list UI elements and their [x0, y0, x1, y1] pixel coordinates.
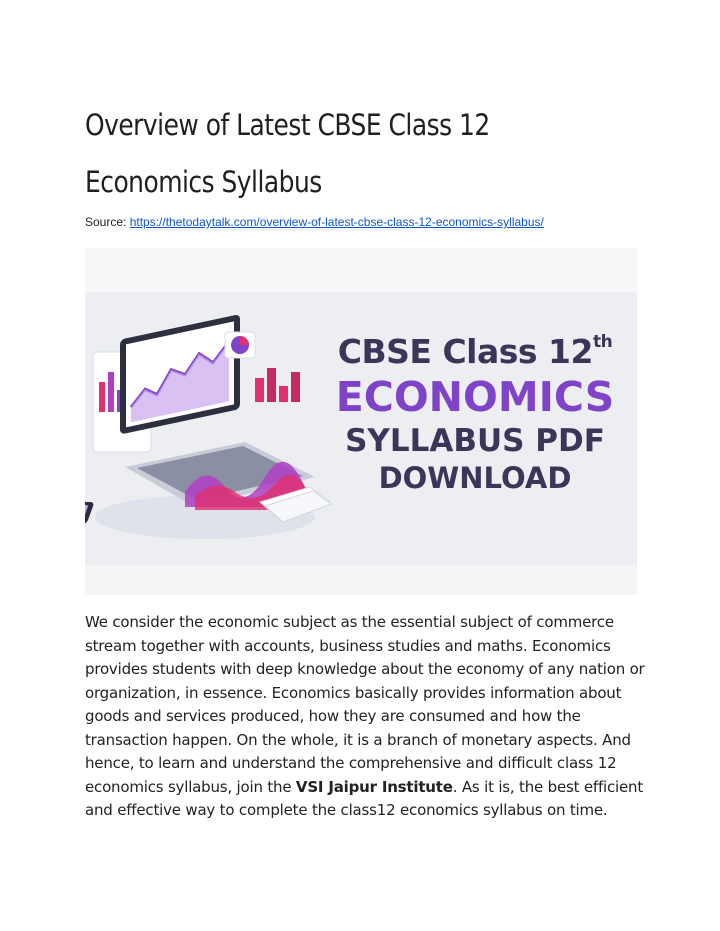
banner-top-strip [85, 248, 637, 292]
banner-line-1: CBSE Class 12th [337, 332, 613, 371]
banner-heading [320, 322, 630, 496]
banner-image [85, 248, 637, 595]
banner-line-4: DOWNLOAD [378, 461, 572, 495]
source-line [85, 215, 544, 229]
source-label: Source: [85, 215, 127, 229]
source-link[interactable]: https://thetodaytalk.com/overview-of-latest-cbse-class-12-economics-syllabus/ [129, 215, 544, 229]
page-title: Overview of Latest CBSE Class 12 Economics Syllabus [85, 108, 490, 200]
banner-line-3: SYLLABUS PDF [345, 423, 605, 459]
banner-bottom-strip [85, 565, 637, 595]
body-paragraph: We consider the economic subject as the essential subject of commerce stream together with accounts, business studies and maths. Economics provides students with deep knowledge about the economy of any nation or organization, in essence. Economics basically provides information about goods and services produced, how they are consumed and how the transaction happen. On the whole, it is a branch of monetary aspects. And hence, to learn and understand the comprehensive and difficult class 12 economics syllabus, join the VSI Jaipur Institute. As it is, the best efficient and effective way to complete the class12 economics syllabus on time. [85, 613, 645, 819]
institute-name: VSI Jaipur Institute [295, 777, 453, 796]
banner-line-2: ECONOMICS [335, 373, 615, 421]
